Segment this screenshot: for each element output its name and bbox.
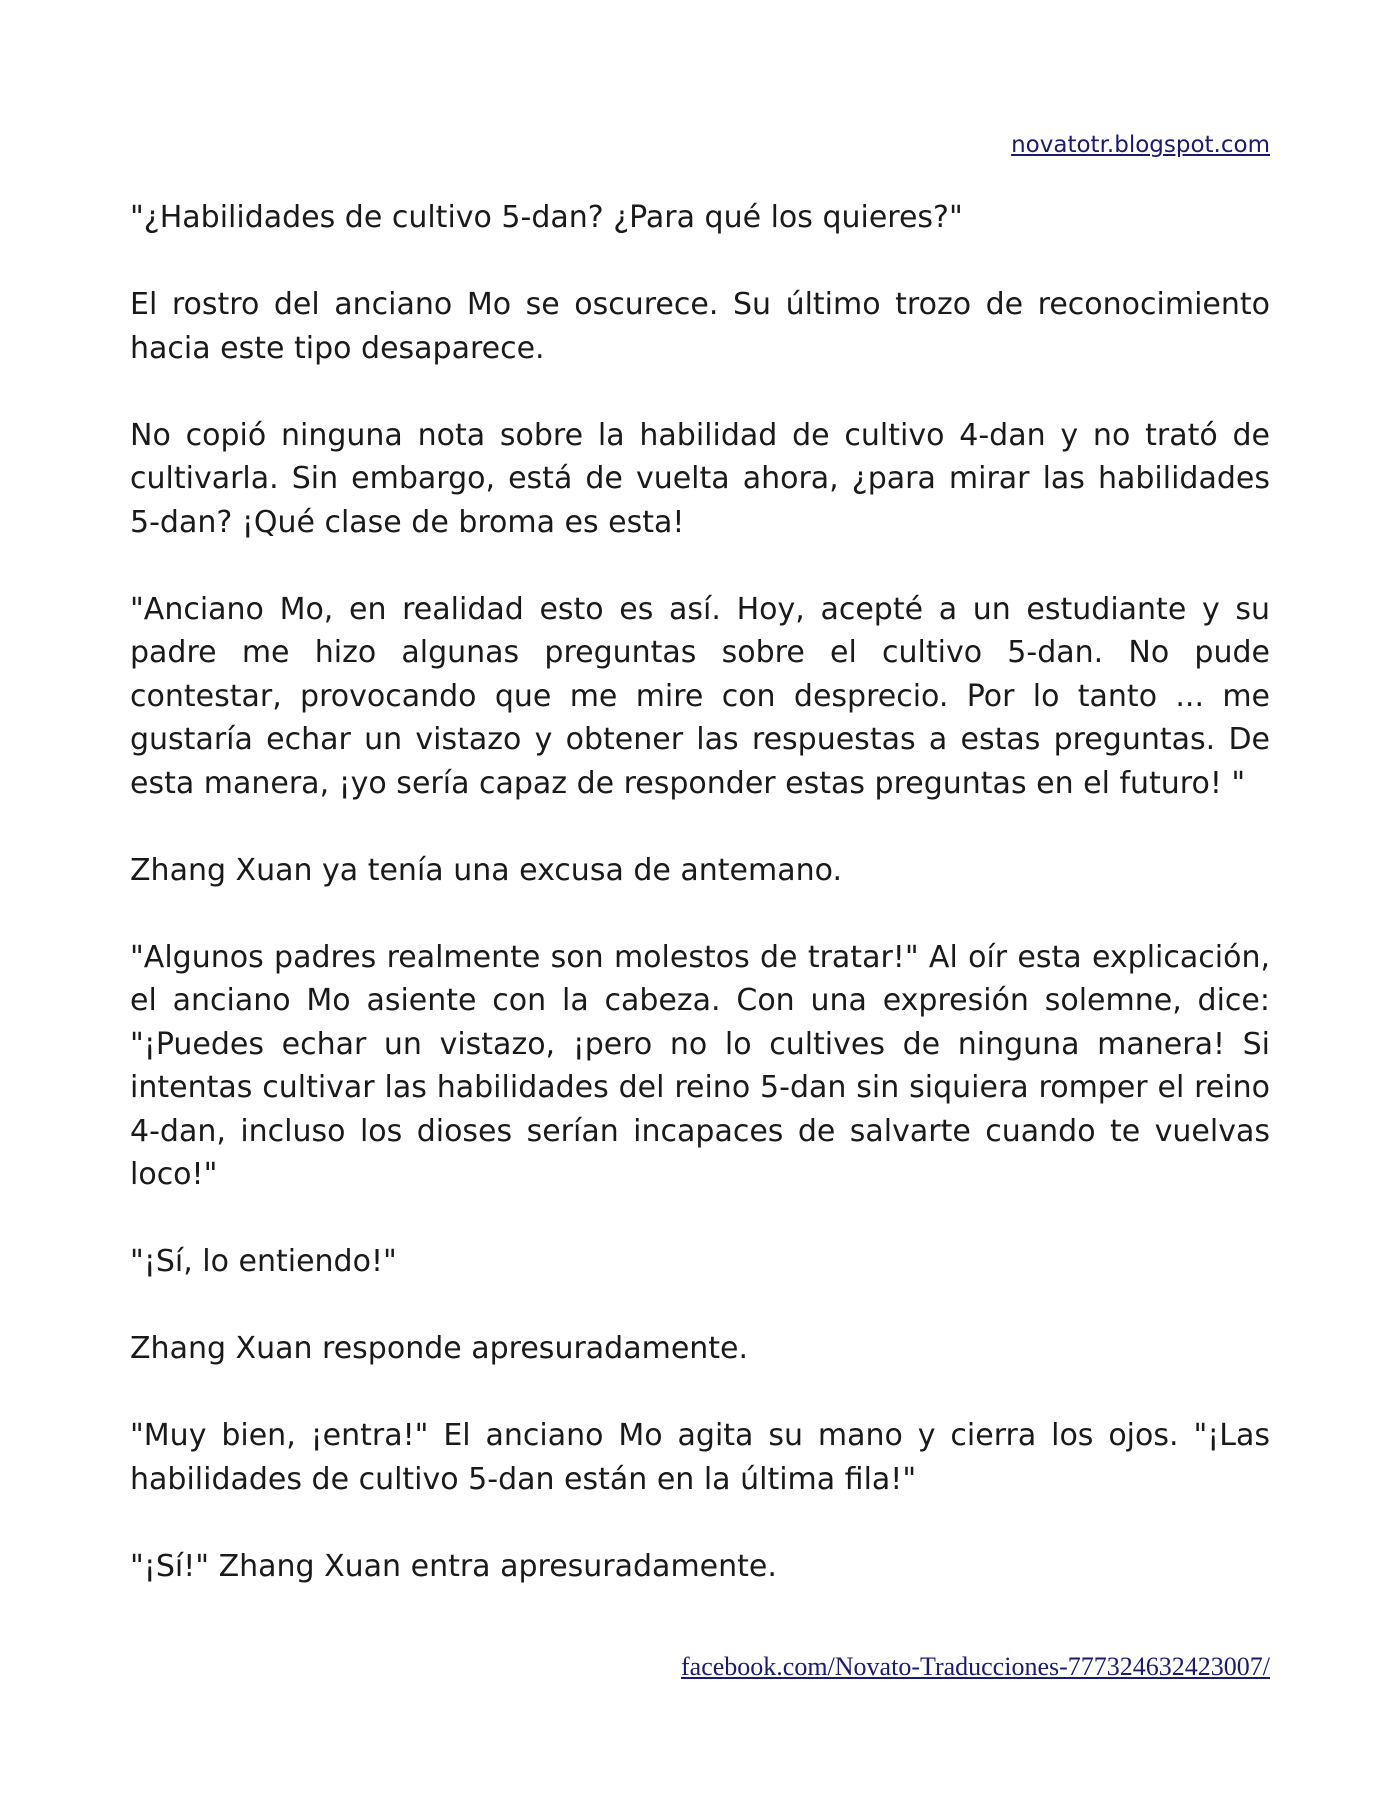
paragraph: "¡Sí!" Zhang Xuan entra apresuradamente. xyxy=(130,1548,777,1584)
facebook-link[interactable]: facebook.com/Novato-Traducciones-777324632423007/ xyxy=(681,1652,1270,1681)
blog-link[interactable]: novatotr.blogspot.com xyxy=(1011,132,1270,158)
paragraph: "Anciano Mo, en realidad esto es así. Hoy, acepté a un estudiante y su padre me hizo algunas preguntas sobre el cultivo 5-dan. No pude contestar, provocando que me mire con desprecio. Por lo tanto ... me gustaría echar un vistazo y obtener las respuestas a estas preguntas. De esta manera, ¡yo sería capaz de responder estas preguntas en el futuro! " xyxy=(130,591,1270,801)
paragraph: "¡Sí, lo entiendo!" xyxy=(130,1244,397,1279)
paragraph: No copió ninguna nota sobre la habilidad de cultivo 4-dan y no trató de cultivarla. Sin embargo, está de vuelta ahora, ¿para mirar las habilidades 5-dan? ¡Qué clase de broma es esta! xyxy=(130,417,1270,540)
paragraph: "¿Habilidades de cultivo 5-dan? ¿Para qué los quieres?" xyxy=(130,200,963,235)
paragraph: Zhang Xuan responde apresuradamente. xyxy=(130,1331,749,1366)
paragraph: El rostro del anciano Mo se oscurece. Su último trozo de reconocimiento hacia este tipo desaparece. xyxy=(130,287,1270,366)
paragraph: "Muy bien, ¡entra!" El anciano Mo agita su mano y cierra los ojos. "¡Las habilidades de cultivo 5-dan están en la última fila!" xyxy=(130,1418,1270,1497)
paragraph: "Algunos padres realmente son molestos de tratar!" Al oír esta explicación, el anciano Mo asiente con la cabeza. Con una expresión solemne, dice: "¡Puedes echar un vistazo, ¡pero no lo cultives de ninguna manera! Si intentas cultivar las habilidades del reino 5-dan sin siquiera romper el reino 4-dan, incluso los dioses serían incapaces de salvarte cuando te vuelvas loco!" xyxy=(130,939,1270,1192)
story-text xyxy=(130,196,1270,1588)
paragraph: Zhang Xuan ya tenía una excusa de antemano. xyxy=(130,852,843,888)
